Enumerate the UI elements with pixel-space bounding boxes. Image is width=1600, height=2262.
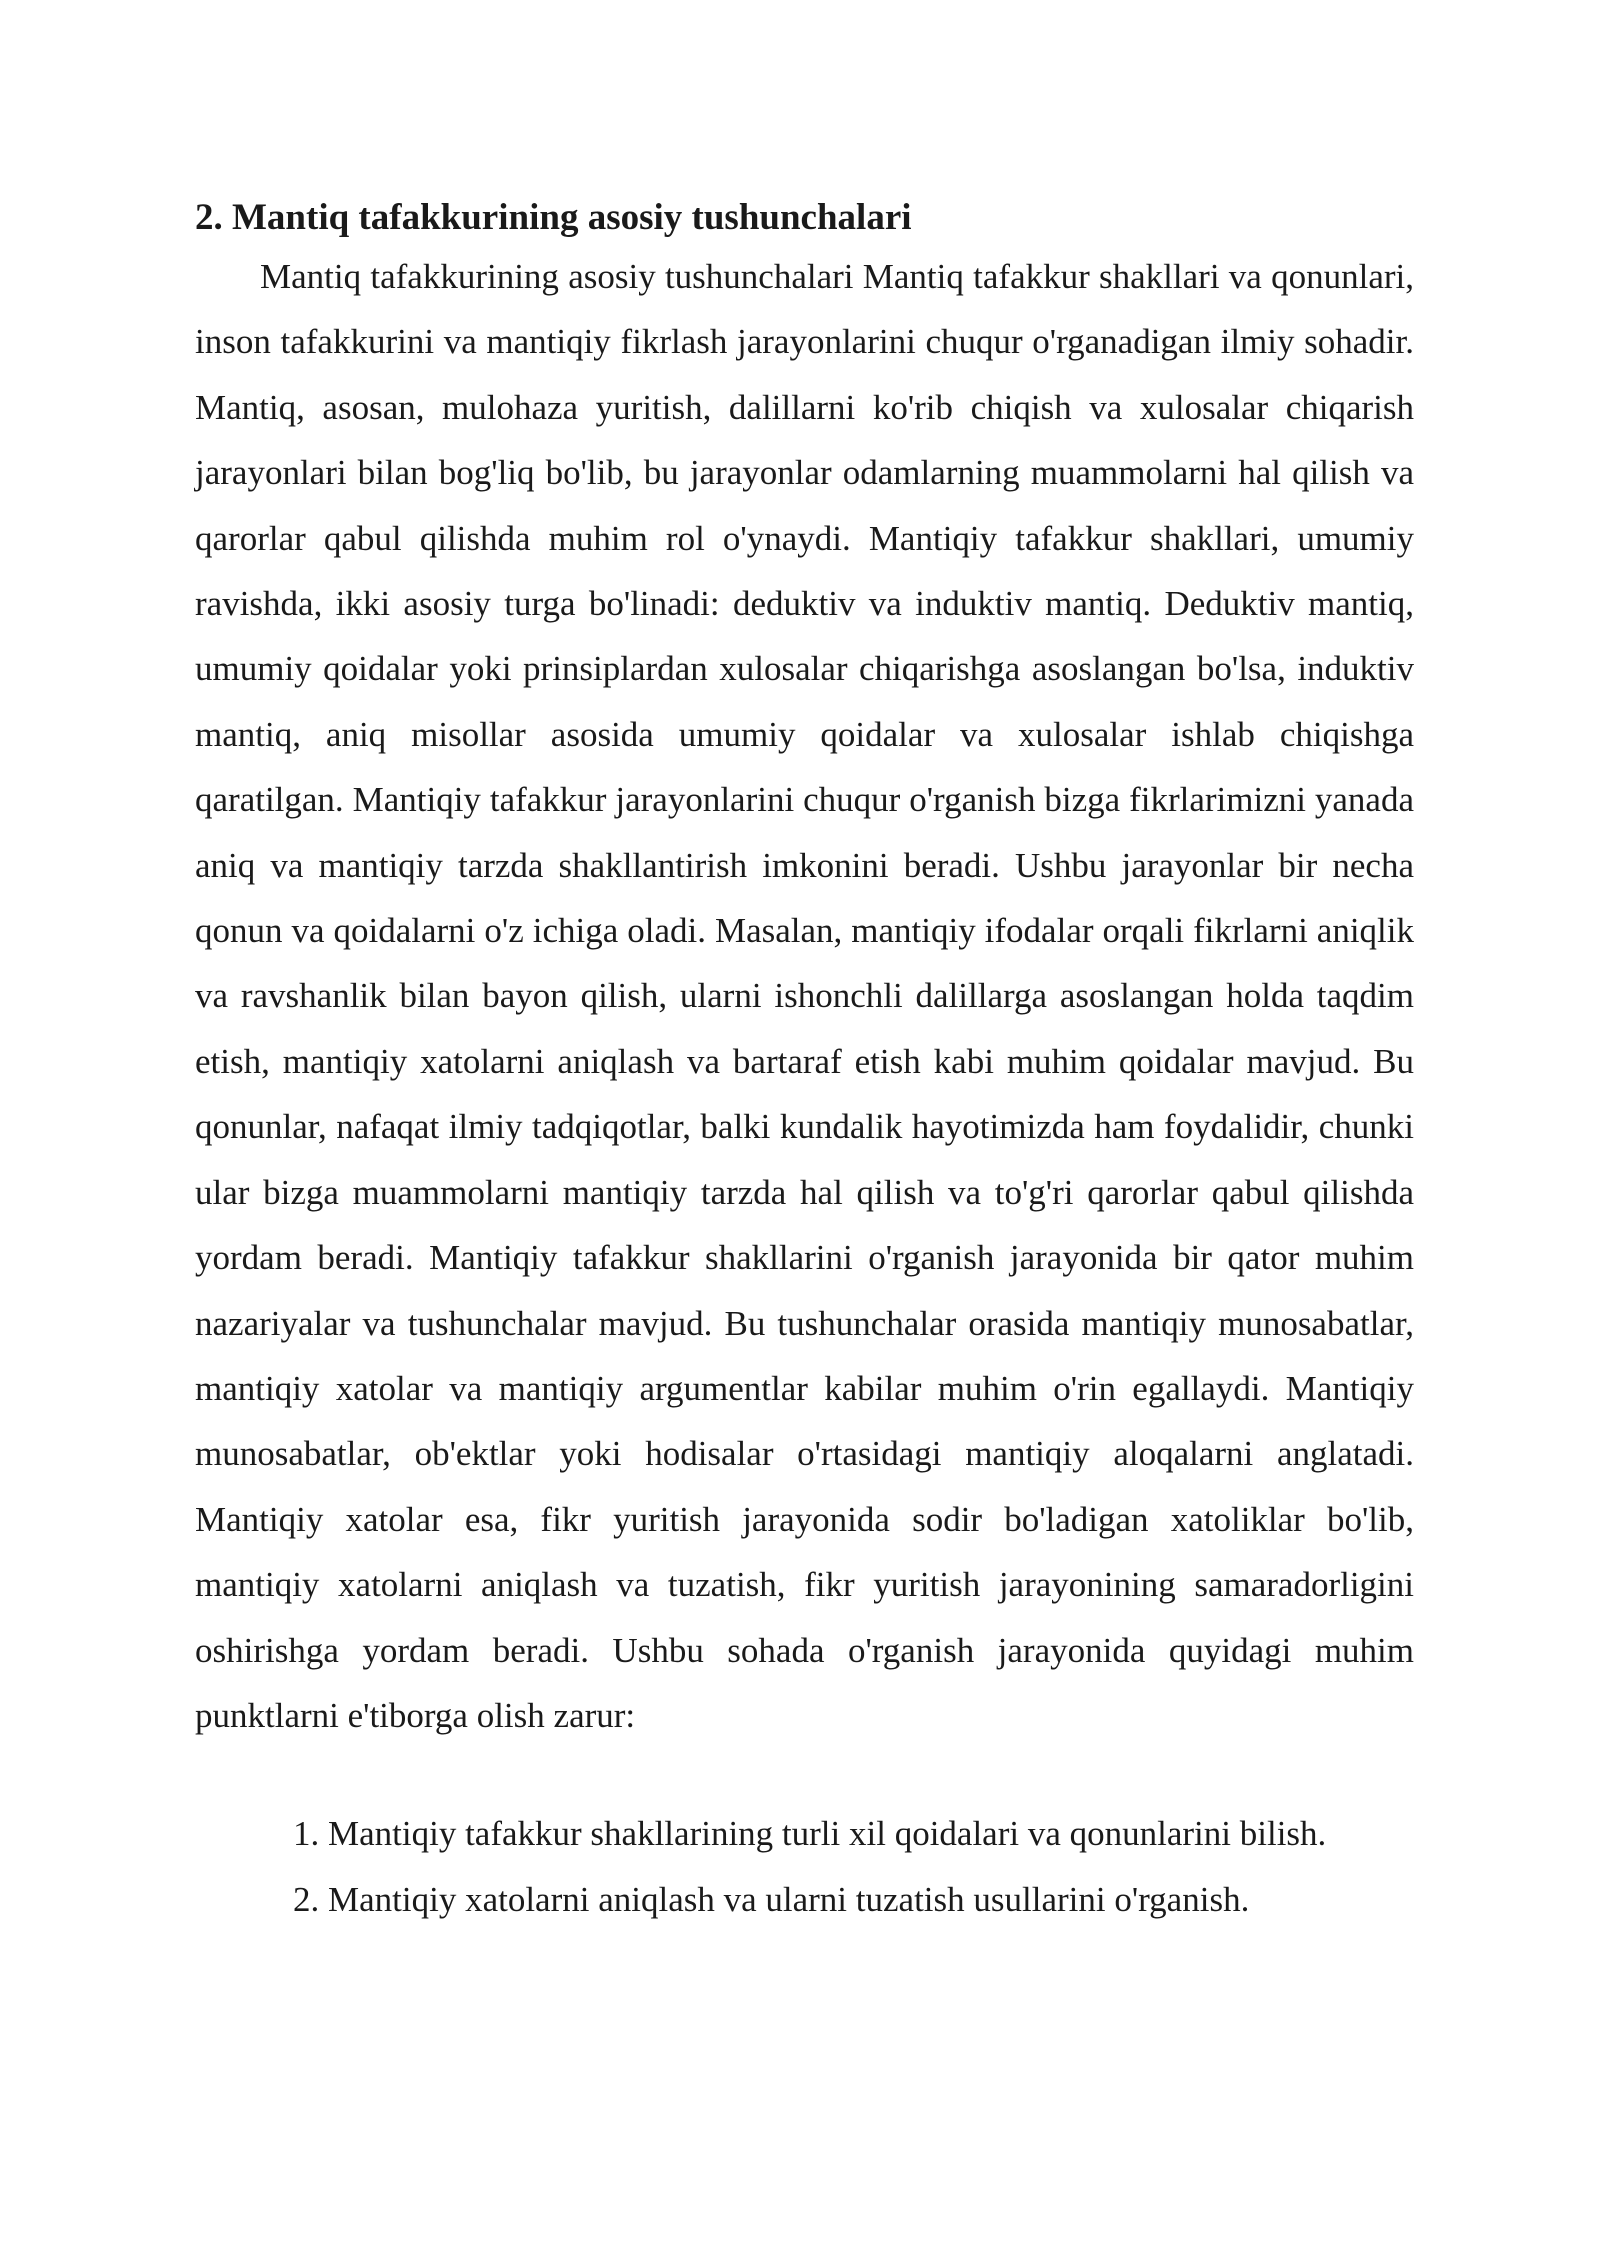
numbered-list	[195, 1801, 1414, 1932]
list-item	[293, 1801, 1414, 1866]
body-paragraph: Mantiq tafakkurining asosiy tushunchalari Mantiq tafakkur shakllari va qonunlari, inson tafakkurini va mantiqiy fikrlash jarayonlarini chuqur o'rganadigan ilmiy sohadir. Mantiq, asosan, mulohaza yuritish, dalillarni ko'rib chiqish va xulosalar chiqarish jarayonlari bilan bog'liq bo'lib, bu jarayonlar odamlarning muammolarni hal qilish va qarorlar qabul qilishda muhim rol o'ynaydi. Mantiqiy tafakkur shakllari, umumiy ravishda, ikki asosiy turga bo'linadi: deduktiv va induktiv mantiq. Deduktiv mantiq, umumiy qoidalar yoki prinsiplardan xulosalar chiqarishga asoslangan bo'lsa, induktiv mantiq, aniq misollar asosida umumiy qoidalar va xulosalar ishlab chiqishga qaratilgan. Mantiqiy tafakkur jarayonlarini chuqur o'rganish bizga fikrlarimizni yanada aniq va mantiqiy tarzda shakllantirish imkonini beradi. Ushbu jarayonlar bir necha qonun va qoidalarni o'z ichiga oladi. Masalan, mantiqiy ifodalar orqali fikrlarni aniqlik va ravshanlik bilan bayon qilish, ularni ishonchli dalillarga asoslangan holda taqdim etish, mantiqiy xatolarni aniqlash va bartaraf etish kabi muhim qoidalar mavjud. Bu qonunlar, nafaqat ilmiy tadqiqotlar, balki kundalik hayotimizda ham foydalidir, chunki ular bizga muammolarni mantiqiy tarzda hal qilish va to'g'ri qarorlar qabul qilishda yordam beradi. Mantiqiy tafakkur shakllarini o'rganish jarayonida bir qator muhim nazariyalar va tushunchalar mavjud. Bu tushunchalar orasida mantiqiy munosabatlar, mantiqiy xatolar va mantiqiy argumentlar kabilar muhim o'rin egallaydi. Mantiqiy munosabatlar, ob'ektlar yoki hodisalar o'rtasidagi mantiqiy aloqalarni anglatadi. Mantiqiy xatolar esa, fikr yuritish jarayonida sodir bo'ladigan xatoliklar bo'lib, mantiqiy xatolarni aniqlash va tuzatish, fikr yuritish jarayonining samaradorligini oshirishga yordam beradi. Ushbu sohada o'rganish jarayonida quyidagi muhim punktlarni e'tiborga olish zarur:	[195, 257, 1414, 1735]
section-heading: 2. Mantiq tafakkurining asosiy tushunchalari	[195, 197, 912, 238]
document-content	[195, 192, 1414, 1932]
list-item-text: Mantiqiy xatolarni aniqlash va ularni tuzatish usullarini o'rganish.	[328, 1879, 1250, 1919]
list-item	[293, 1867, 1414, 1932]
list-item-number: 2.	[293, 1879, 320, 1919]
list-item-text: Mantiqiy tafakkur shakllarining turli xil qoidalari va qonunlarini bilish.	[328, 1814, 1327, 1854]
list-item-number: 1.	[293, 1814, 320, 1854]
